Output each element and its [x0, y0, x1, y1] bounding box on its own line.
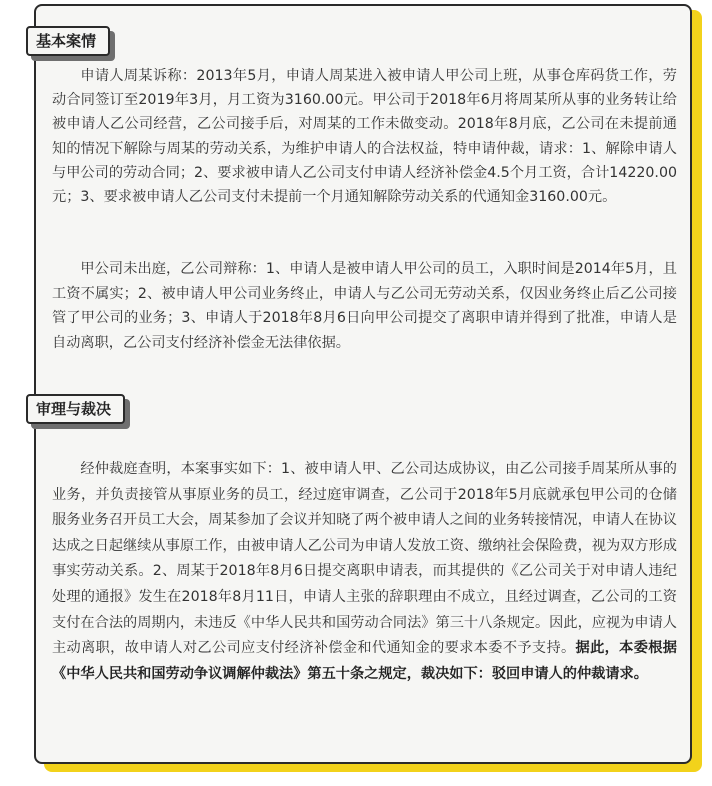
section-title-trial-ruling: 审理与裁决 — [26, 394, 125, 424]
section-title-basic-facts: 基本案情 — [26, 26, 110, 56]
ruling-decision-text: 据此，本委根据《中华人民共和国劳动争议调解仲裁法》第五十条之规定，裁决如下：驳回申请人的仲裁请求。 — [52, 640, 677, 682]
claim-paragraph: 申请人周某诉称：2013年5月，申请人周某进入被申请人甲公司上班，从事仓库码货工作，劳动合同签订至2019年3月，月工资为3160.00元。甲公司于2018年6月将周某所从事的业务转让给被申请人乙公司经营，乙公司接手后，对周某的工作未做变动。2018年8月底，乙公司在未提前通知的情况下解除与周某的劳动关系，为维护申请人的合法权益，特申请仲裁，请求：1、解除申请人与甲公司的劳动合同；2、要求被申请人乙公司支付申请人经济补偿金4.5个月工资，合计14220.00元；3、要求被申请人乙公司支付未提前一个月通知解除劳动关系的代通知金3160.00元。 — [52, 68, 677, 206]
findings-text: 经仲裁庭查明，本案事实如下：1、被申请人甲、乙公司达成协议，由乙公司接手周某所从事的业务，并负责接管从事原业务的员工，经过庭审调查，乙公司于2018年5月底就承包甲公司的仓储服务业务召开员工大会，周某参加了会议并知晓了两个被申请人之间的业务转接情况，申请人在协议达成之日起继续从事原工作，由被申请人乙公司为申请人发放工资、缴纳社会保险费，视为双方形成事实劳动关系。2、周某于2018年8月6日提交离职申请表，而其提供的《乙公司关于对申请人违纪处理的通报》发生在2018年8月11日，申请人主张的辞职理由不成立，且经过调查，乙公司的工资支付在合法的周期内，未违反《中华人民共和国劳动合同法》第三十八条规定。因此，应视为申请人主动离职，故申请人对乙公司应支付经济补偿金和代通知金的要求本委不予支持。 — [52, 461, 677, 657]
ruling-paragraph — [52, 457, 677, 687]
defense-paragraph: 甲公司未出庭，乙公司辩称：1、申请人是被申请人甲公司的员工，入职时间是2014年5月，且工资不属实；2、被申请人甲公司业务终止，申请人与乙公司无劳动关系，仅因业务终止后乙公司接管了甲公司的业务；3、申请人于2018年8月6日向甲公司提交了离职申请并得到了批准，申请人是自动离职，乙公司支付经济补偿金无法律依据。 — [52, 261, 677, 351]
